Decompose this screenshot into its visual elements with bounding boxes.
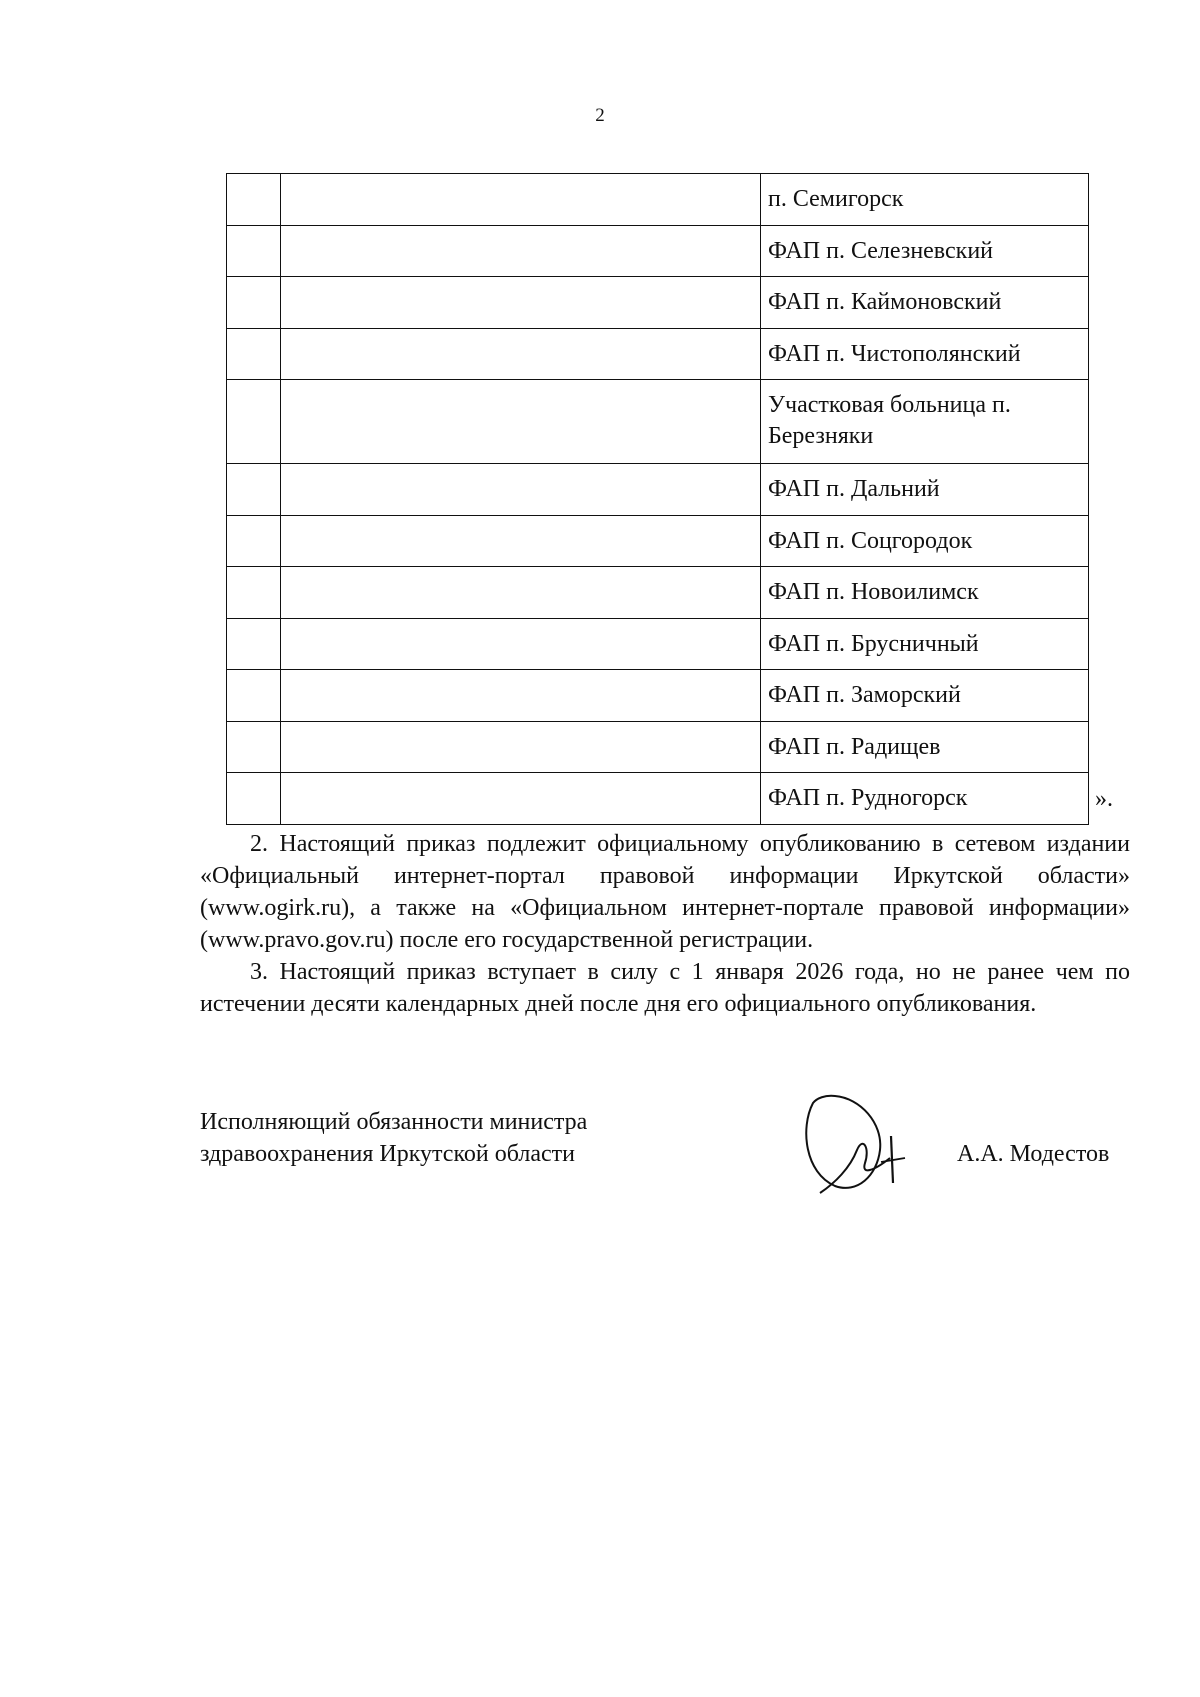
- page-number: 2: [595, 105, 605, 126]
- cell-facility: ФАП п. Каймоновский: [761, 277, 1089, 329]
- cell-number: [227, 225, 281, 277]
- cell-name: [281, 225, 761, 277]
- table-row: [227, 618, 1089, 670]
- table-row: [227, 515, 1089, 567]
- table-row: [227, 328, 1089, 380]
- cell-name: [281, 567, 761, 619]
- table-row: [227, 464, 1089, 516]
- cell-facility: ФАП п. Соцгородок: [761, 515, 1089, 567]
- table-row: [227, 773, 1089, 825]
- cell-facility: ФАП п. Рудногорск: [761, 773, 1089, 825]
- table-row: [227, 277, 1089, 329]
- closing-quote: ».: [1095, 786, 1113, 812]
- paragraph-effective-date: 3. Настоящий приказ вступает в силу с 1 января 2026 года, но не ранее чем по истечении десяти календарных дней после дня его официального опубликования.: [200, 959, 1130, 1017]
- cell-facility: ФАП п. Новоилимск: [761, 567, 1089, 619]
- signer-position-line: здравоохранения Иркутской области: [200, 1141, 575, 1167]
- signer-name: А.А. Модестов: [957, 1141, 1110, 1167]
- cell-number: [227, 721, 281, 773]
- cell-facility: ФАП п. Радищев: [761, 721, 1089, 773]
- table-row: [227, 174, 1089, 226]
- cell-name: [281, 721, 761, 773]
- cell-number: [227, 380, 281, 464]
- facilities-table: [226, 173, 1089, 825]
- cell-facility: ФАП п. Заморский: [761, 670, 1089, 722]
- table-row: [227, 380, 1089, 464]
- cell-number: [227, 773, 281, 825]
- cell-facility: п. Семигорск: [761, 174, 1089, 226]
- handwritten-signature-icon: [795, 1088, 910, 1198]
- cell-name: [281, 174, 761, 226]
- cell-number: [227, 174, 281, 226]
- table-row: [227, 721, 1089, 773]
- cell-number: [227, 277, 281, 329]
- cell-number: [227, 618, 281, 670]
- cell-number: [227, 567, 281, 619]
- cell-facility: ФАП п. Селезневский: [761, 225, 1089, 277]
- cell-name: [281, 773, 761, 825]
- cell-facility: Участковая больница п. Березняки: [761, 380, 1089, 464]
- cell-name: [281, 328, 761, 380]
- cell-facility: ФАП п. Чистополянский: [761, 328, 1089, 380]
- table-row: [227, 670, 1089, 722]
- cell-number: [227, 328, 281, 380]
- signer-position-line: Исполняющий обязанности министра: [200, 1109, 588, 1135]
- facilities-table-body: [227, 174, 1089, 825]
- cell-name: [281, 277, 761, 329]
- cell-number: [227, 670, 281, 722]
- cell-facility: ФАП п. Дальний: [761, 464, 1089, 516]
- cell-number: [227, 515, 281, 567]
- cell-name: [281, 670, 761, 722]
- table-row: [227, 225, 1089, 277]
- cell-name: [281, 380, 761, 464]
- cell-name: [281, 515, 761, 567]
- signer-position: [200, 1106, 587, 1170]
- paragraph-publication: 2. Настоящий приказ подлежит официальному опубликованию в сетевом издании «Официальный интернет-портал правовой информации Иркутской области» (www.ogirk.ru), а также на «Официальном интернет-портале правовой информации» (www.pravo.gov.ru) после его государственной регистрации.: [200, 831, 1130, 953]
- cell-name: [281, 618, 761, 670]
- cell-number: [227, 464, 281, 516]
- cell-name: [281, 464, 761, 516]
- cell-facility: ФАП п. Брусничный: [761, 618, 1089, 670]
- order-body: [200, 828, 1130, 1020]
- table-row: [227, 567, 1089, 619]
